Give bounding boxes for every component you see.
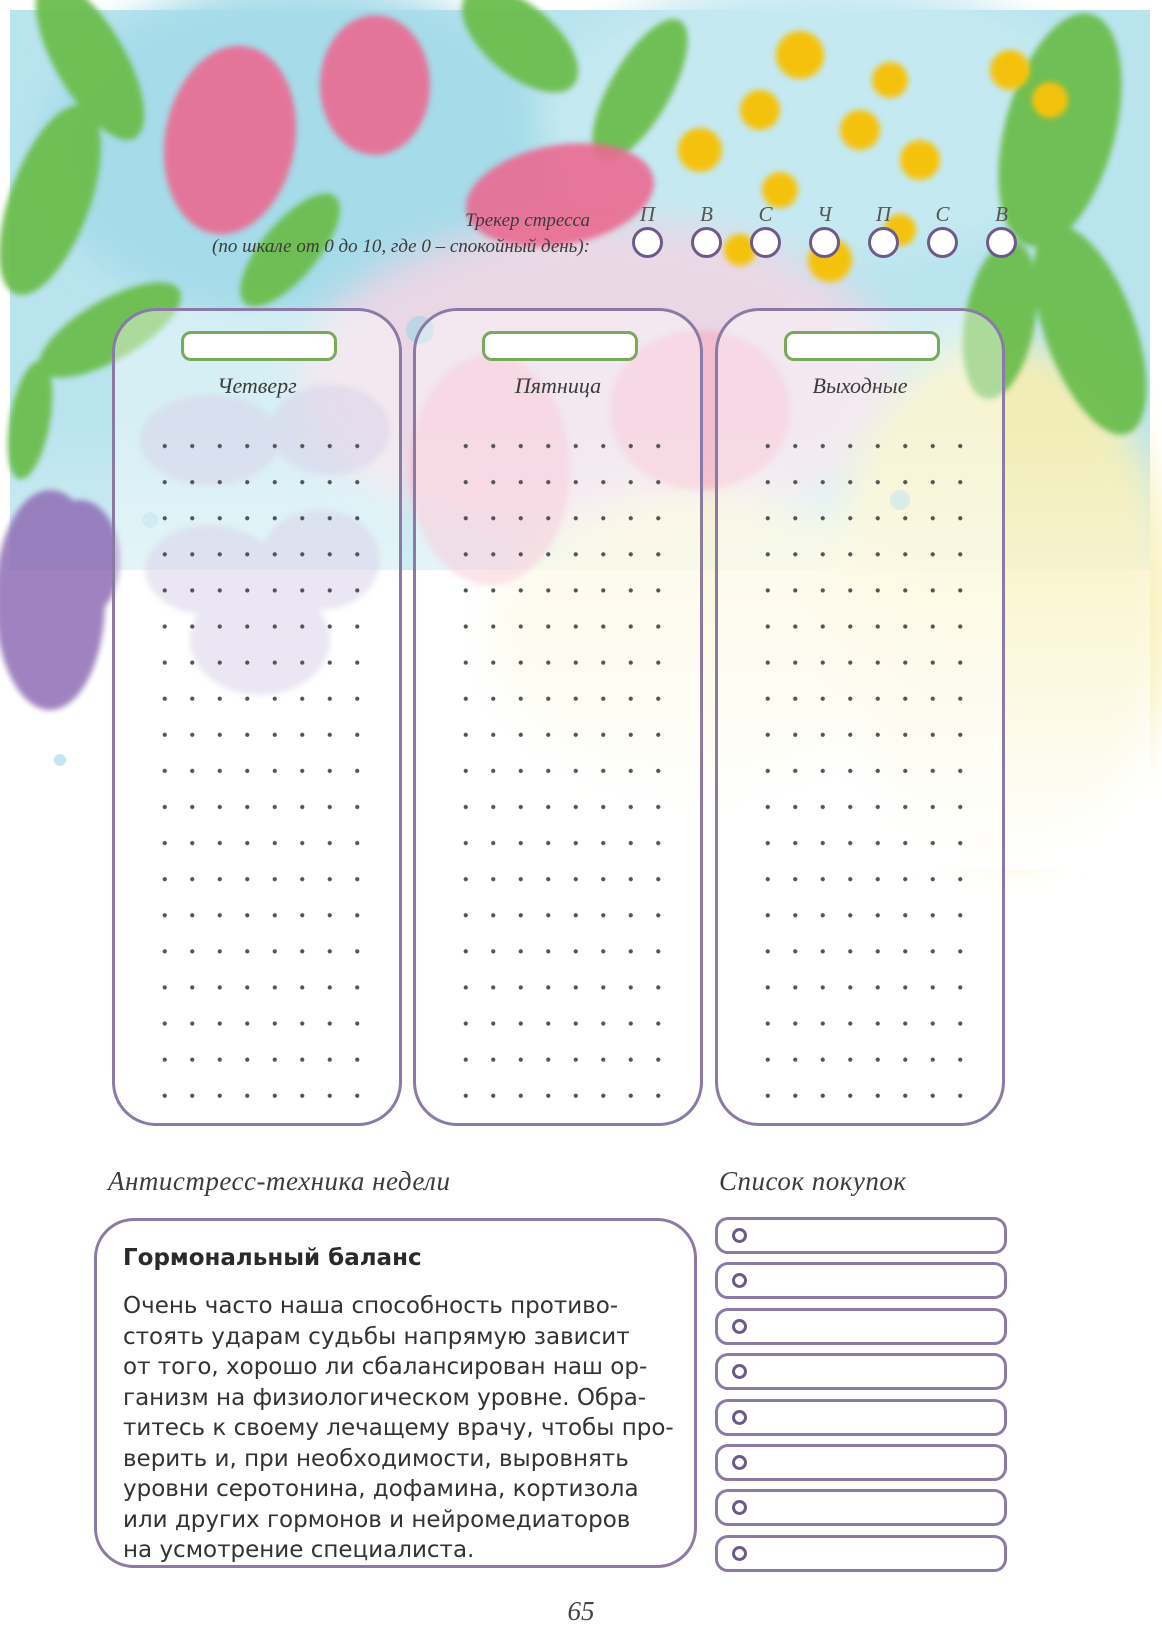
stress-tracker-scale-note: (по шкале от 0 до 10, где 0 – спокойный день): [212, 236, 590, 257]
shopping-list-item[interactable] [715, 1217, 1007, 1254]
bullet-circle-icon [732, 1273, 747, 1288]
tracker-day-circle[interactable] [868, 227, 899, 258]
technique-text-line: стоять ударам судьбы напрямую зависит [123, 1323, 630, 1350]
technique-text-line: верить и, при необходимости, выровнять [123, 1445, 629, 1472]
shopping-list-item[interactable] [715, 1262, 1007, 1299]
technique-text [123, 1291, 683, 1566]
tracker-day-letter: С [758, 202, 773, 226]
stress-tracker-caption [60, 208, 590, 260]
bullet-circle-icon [732, 1319, 747, 1334]
page-number: 65 [567, 1596, 595, 1626]
tracker-day-circle[interactable] [809, 227, 840, 258]
stress-tracker-days [618, 203, 1031, 258]
day-column-friday [413, 308, 703, 1126]
technique-text-line: титесь к своему лечащему врачу, чтобы про- [123, 1415, 674, 1441]
bullet-circle-icon [732, 1500, 747, 1515]
dot-grid[interactable] [754, 428, 974, 1108]
shopping-list-item[interactable] [715, 1444, 1007, 1481]
shopping-list-heading: Список покупок [719, 1166, 907, 1196]
day-column-weekend [715, 308, 1005, 1126]
technique-text-line: на усмотрение специалиста. [123, 1537, 475, 1563]
bullet-circle-icon [732, 1228, 747, 1243]
tracker-day-circle[interactable] [691, 227, 722, 258]
column-title: Четверг [217, 373, 297, 398]
technique-text-line: от того, хорошо ли сбалансирован наш ор- [123, 1354, 648, 1380]
tracker-day-letter: С [935, 202, 950, 226]
technique-text-line: или других гормонов и нейромедиаторов [123, 1506, 631, 1533]
bullet-circle-icon [732, 1410, 747, 1425]
tracker-day [854, 203, 913, 258]
tracker-day [618, 203, 677, 258]
technique-text-line: Очень часто наша способность противо- [123, 1293, 619, 1319]
tracker-day-letter: В [700, 202, 713, 226]
column-label-tab [181, 331, 337, 361]
shopping-list-item[interactable] [715, 1489, 1007, 1526]
technique-box [94, 1218, 697, 1568]
technique-text-line: уровни серотонина, дофамина, кортизола [123, 1476, 639, 1502]
tracker-day [795, 203, 854, 258]
tracker-day-letter: П [875, 202, 892, 226]
shopping-list-item[interactable] [715, 1399, 1007, 1436]
shopping-list [715, 1217, 1007, 1580]
dot-grid[interactable] [452, 428, 672, 1108]
bullet-circle-icon [732, 1546, 747, 1561]
tracker-day [913, 203, 972, 258]
tracker-day-letter: В [995, 202, 1008, 226]
day-column-thursday [112, 308, 402, 1126]
tracker-day-letter: П [639, 202, 656, 226]
tracker-day-circle[interactable] [750, 227, 781, 258]
tracker-day [677, 203, 736, 258]
column-title: Выходные [812, 373, 908, 398]
tracker-day [972, 203, 1031, 258]
tracker-day-letter: Ч [817, 202, 832, 226]
bullet-circle-icon [732, 1364, 747, 1379]
tracker-day [736, 203, 795, 258]
column-label-tab [784, 331, 940, 361]
shopping-list-item[interactable] [715, 1353, 1007, 1390]
stress-tracker-title: Трекер стресса [465, 210, 590, 231]
technique-text-line: ганизм на физиологическом уровне. Обра- [123, 1384, 647, 1411]
tracker-day-circle[interactable] [986, 227, 1017, 258]
technique-heading: Антистресс-техника недели [108, 1166, 451, 1196]
column-title: Пятница [514, 373, 602, 398]
tracker-day-circle[interactable] [632, 227, 663, 258]
technique-title: Гормональный баланс [123, 1245, 422, 1271]
column-label-tab [482, 331, 638, 361]
tracker-day-circle[interactable] [927, 227, 958, 258]
shopping-list-item[interactable] [715, 1535, 1007, 1572]
shopping-list-item[interactable] [715, 1308, 1007, 1345]
bullet-circle-icon [732, 1455, 747, 1470]
dot-grid[interactable] [151, 428, 371, 1108]
